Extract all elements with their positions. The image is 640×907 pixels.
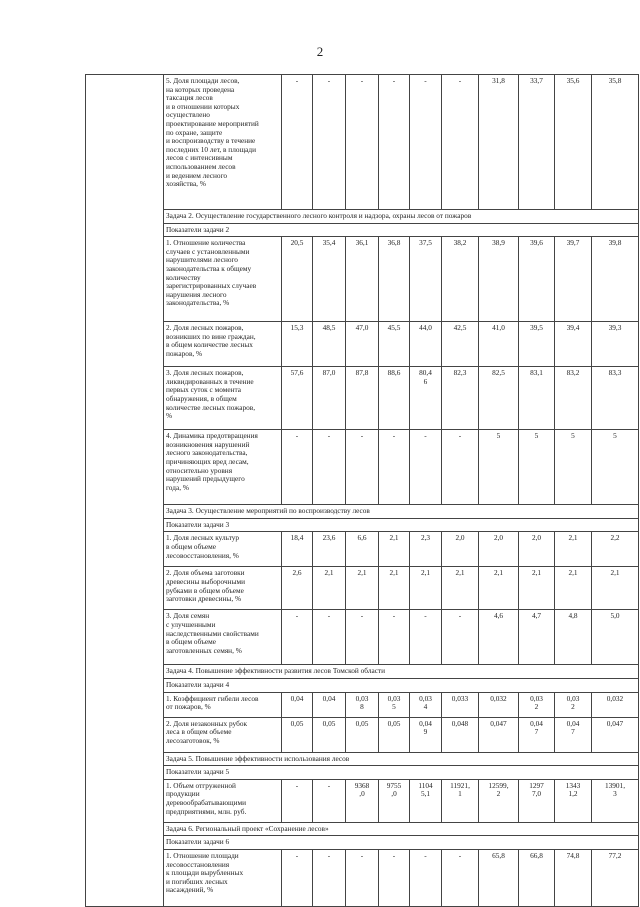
indicator-value: 87,8 xyxy=(346,367,379,430)
indicator-label: 1. Отношение площади лесовосстановления к площади вырубленных и погибших лесных насаждений, % xyxy=(164,849,282,906)
indicator-value: 2,1 xyxy=(555,532,592,567)
indicator-row xyxy=(86,322,639,367)
indicator-value: 0,03 4 xyxy=(410,692,442,717)
indicator-value: 82,5 xyxy=(479,367,519,430)
indicator-value: 2,2 xyxy=(592,532,639,567)
section-row xyxy=(86,678,639,692)
indicator-value: - xyxy=(282,779,313,822)
indicator-value: 47,0 xyxy=(346,322,379,367)
section-header: Показатели задачи 2 xyxy=(164,223,639,237)
indicator-value: 38,9 xyxy=(479,237,519,322)
indicator-value: 0,033 xyxy=(442,692,479,717)
indicator-value: 77,2 xyxy=(592,849,639,906)
indicator-value: 35,8 xyxy=(592,75,639,210)
indicator-value: 0,05 xyxy=(282,717,313,752)
indicator-row xyxy=(86,237,639,322)
indicator-value: - xyxy=(442,75,479,210)
indicator-value: 2,0 xyxy=(442,532,479,567)
indicator-row xyxy=(86,692,639,717)
indicator-value: - xyxy=(379,849,410,906)
indicator-value: 2,1 xyxy=(555,567,592,610)
indicator-value: 37,5 xyxy=(410,237,442,322)
indicator-value: 1343 1,2 xyxy=(555,779,592,822)
indicator-row xyxy=(86,849,639,906)
indicator-value: 13901, 3 xyxy=(592,779,639,822)
indicator-label: 2. Доля объема заготовки древесины выборочными рубками в общем объеме заготовки древесины, % xyxy=(164,567,282,610)
indicator-value: 4,6 xyxy=(479,610,519,665)
indicator-value: 0,032 xyxy=(592,692,639,717)
section-header: Показатели задачи 4 xyxy=(164,678,639,692)
indicator-value: 83,2 xyxy=(555,367,592,430)
indicator-row xyxy=(86,717,639,752)
indicator-value: 5 xyxy=(519,430,555,505)
indicator-value: - xyxy=(410,430,442,505)
indicator-value: - xyxy=(346,849,379,906)
indicator-value: 1297 7,0 xyxy=(519,779,555,822)
indicator-value: - xyxy=(442,610,479,665)
indicator-value: 82,3 xyxy=(442,367,479,430)
indicator-row xyxy=(86,610,639,665)
indicator-value: 20,5 xyxy=(282,237,313,322)
indicator-label: 3. Доля лесных пожаров, ликвидированных в течение первых суток с момента обнаружения, в общем количестве лесных пожаров, % xyxy=(164,367,282,430)
indicator-value: 0,047 xyxy=(592,717,639,752)
indicator-value: 31,8 xyxy=(479,75,519,210)
indicator-value: 2,0 xyxy=(479,532,519,567)
indicator-value: 4,8 xyxy=(555,610,592,665)
indicator-value: 18,4 xyxy=(282,532,313,567)
indicator-label: 4. Динамика предотвращения возникновения нарушений лесного законодательства, причиняющих вред лесам, относительно уровня нарушений предыдущего года, % xyxy=(164,430,282,505)
indicator-value: 0,048 xyxy=(442,717,479,752)
indicator-value: 0,04 7 xyxy=(519,717,555,752)
indicator-value: 0,04 7 xyxy=(555,717,592,752)
indicator-value: - xyxy=(313,849,346,906)
indicator-value: - xyxy=(410,610,442,665)
indicator-value: 12599, 2 xyxy=(479,779,519,822)
indicator-value: 87,0 xyxy=(313,367,346,430)
indicator-value: 0,05 xyxy=(346,717,379,752)
indicator-value: - xyxy=(346,75,379,210)
page-number: 2 xyxy=(316,44,324,59)
indicator-value: 2,0 xyxy=(519,532,555,567)
indicator-value: - xyxy=(346,430,379,505)
section-row xyxy=(86,210,639,224)
indicator-row xyxy=(86,779,639,822)
section-header: Задача 6. Региональный проект «Сохранение лесов» xyxy=(164,822,639,836)
indicator-value: 2,1 xyxy=(346,567,379,610)
indicator-value: 9368 ,0 xyxy=(346,779,379,822)
indicator-value: 33,7 xyxy=(519,75,555,210)
indicator-value: - xyxy=(313,75,346,210)
section-row xyxy=(86,665,639,679)
indicator-label: 1. Объем отгруженной продукции деревообрабатывающими предприятиями, млн. руб. xyxy=(164,779,282,822)
indicator-value: - xyxy=(410,849,442,906)
indicator-value: 0,05 xyxy=(313,717,346,752)
indicator-value: 80,4 6 xyxy=(410,367,442,430)
section-header: Задача 5. Повышение эффективности использования лесов xyxy=(164,752,639,766)
indicator-value: 0,03 2 xyxy=(555,692,592,717)
indicator-value: 2,1 xyxy=(313,567,346,610)
indicator-value: - xyxy=(442,849,479,906)
section-header: Задача 2. Осуществление государственного лесного контроля и надзора, охраны лесов от пожаров xyxy=(164,210,639,224)
indicator-value: 2,1 xyxy=(519,567,555,610)
indicator-value: 15,3 xyxy=(282,322,313,367)
indicator-value: 4,7 xyxy=(519,610,555,665)
indicator-label: 5. Доля площади лесов, на которых проведена таксация лесов и в отношении которых осуществлено проектирование мероприятий по охране, защите и воспроизводству в течение последних 10 лет, в площади лесов с интенсивным использованием лесов и ведением лесного хозяйства, % xyxy=(164,75,282,210)
indicator-value: - xyxy=(313,430,346,505)
indicator-value: 48,5 xyxy=(313,322,346,367)
indicator-value: 0,032 xyxy=(479,692,519,717)
indicator-value: 36,8 xyxy=(379,237,410,322)
section-header: Показатели задачи 6 xyxy=(164,836,639,850)
indicator-value: 0,03 8 xyxy=(346,692,379,717)
section-row xyxy=(86,223,639,237)
section-row xyxy=(86,752,639,766)
indicator-value: 88,6 xyxy=(379,367,410,430)
indicator-value: 2,6 xyxy=(282,567,313,610)
section-header: Показатели задачи 3 xyxy=(164,518,639,532)
indicator-row xyxy=(86,532,639,567)
indicator-row xyxy=(86,367,639,430)
indicator-value: - xyxy=(346,610,379,665)
indicator-table xyxy=(85,74,639,907)
indicator-value: 35,6 xyxy=(555,75,592,210)
indicator-value: 39,7 xyxy=(555,237,592,322)
indicator-value: 11921, 1 xyxy=(442,779,479,822)
indicator-value: 39,6 xyxy=(519,237,555,322)
section-header: Задача 4. Повышение эффективности развития лесов Томской области xyxy=(164,665,639,679)
indicator-value: 2,1 xyxy=(379,532,410,567)
indicator-value: 39,8 xyxy=(592,237,639,322)
indicator-value: 39,4 xyxy=(555,322,592,367)
indicator-value: 2,1 xyxy=(479,567,519,610)
indicator-value: 0,03 5 xyxy=(379,692,410,717)
indicator-value: 0,04 9 xyxy=(410,717,442,752)
indicator-value: 0,03 2 xyxy=(519,692,555,717)
section-row xyxy=(86,518,639,532)
indicator-value: 2,3 xyxy=(410,532,442,567)
left-margin-cell xyxy=(86,75,164,907)
indicator-label: 3. Доля семян с улучшенными наследственными свойствами в общем объеме заготовленных семян, % xyxy=(164,610,282,665)
indicator-value: 5 xyxy=(555,430,592,505)
indicator-value: 65,8 xyxy=(479,849,519,906)
indicator-value: - xyxy=(379,75,410,210)
indicator-label: 1. Коэффициент гибели лесов от пожаров, % xyxy=(164,692,282,717)
indicator-value: 0,04 xyxy=(282,692,313,717)
indicator-value: 6,6 xyxy=(346,532,379,567)
section-row xyxy=(86,836,639,850)
indicator-value: - xyxy=(313,610,346,665)
indicator-row xyxy=(86,430,639,505)
indicator-value: 2,1 xyxy=(592,567,639,610)
indicator-label: 1. Отношение количества случаев с установленными нарушителями лесного законодательства к общему количеству зарегистрированных случаев нарушения лесного законодательства, % xyxy=(164,237,282,322)
indicator-value: 2,1 xyxy=(442,567,479,610)
indicator-value: 23,6 xyxy=(313,532,346,567)
indicator-value: 1104 5,1 xyxy=(410,779,442,822)
indicator-label: 2. Доля незаконных рубок леса в общем объеме лесозаготовок, % xyxy=(164,717,282,752)
indicator-value: 83,3 xyxy=(592,367,639,430)
indicator-label: 2. Доля лесных пожаров, возникших по вине граждан, в общем количестве лесных пожаров, % xyxy=(164,322,282,367)
indicator-value: - xyxy=(282,849,313,906)
indicator-value: 39,3 xyxy=(592,322,639,367)
indicator-value: - xyxy=(379,610,410,665)
section-row xyxy=(86,822,639,836)
indicator-value: 41,0 xyxy=(479,322,519,367)
indicator-value: 38,2 xyxy=(442,237,479,322)
section-row xyxy=(86,766,639,780)
indicator-value: 5 xyxy=(592,430,639,505)
indicator-value: 83,1 xyxy=(519,367,555,430)
indicator-value: 74,8 xyxy=(555,849,592,906)
indicator-row xyxy=(86,75,639,210)
indicator-value: 66,8 xyxy=(519,849,555,906)
indicator-value: 9755 ,0 xyxy=(379,779,410,822)
indicator-value: 0,047 xyxy=(479,717,519,752)
indicator-value: 44,0 xyxy=(410,322,442,367)
indicator-value: 5 xyxy=(479,430,519,505)
indicator-value: 57,6 xyxy=(282,367,313,430)
indicator-value: 5,0 xyxy=(592,610,639,665)
indicator-value: 35,4 xyxy=(313,237,346,322)
indicator-label: 1. Доля лесных культур в общем объеме лесовосстановления, % xyxy=(164,532,282,567)
indicator-row xyxy=(86,567,639,610)
indicator-value: - xyxy=(282,75,313,210)
section-header: Задача 3. Осуществление мероприятий по воспроизводству лесов xyxy=(164,505,639,519)
indicator-value: 42,5 xyxy=(442,322,479,367)
indicator-value: - xyxy=(410,75,442,210)
indicator-value: - xyxy=(282,610,313,665)
section-row xyxy=(86,505,639,519)
indicator-value: - xyxy=(313,779,346,822)
indicator-value: 2,1 xyxy=(379,567,410,610)
indicator-value: 36,1 xyxy=(346,237,379,322)
indicator-value: 45,5 xyxy=(379,322,410,367)
indicator-value: 0,05 xyxy=(379,717,410,752)
indicator-value: 0,04 xyxy=(313,692,346,717)
indicator-value: - xyxy=(282,430,313,505)
indicator-value: 2,1 xyxy=(410,567,442,610)
indicator-value: - xyxy=(379,430,410,505)
indicator-value: 39,5 xyxy=(519,322,555,367)
indicator-value: - xyxy=(442,430,479,505)
section-header: Показатели задачи 5 xyxy=(164,766,639,780)
